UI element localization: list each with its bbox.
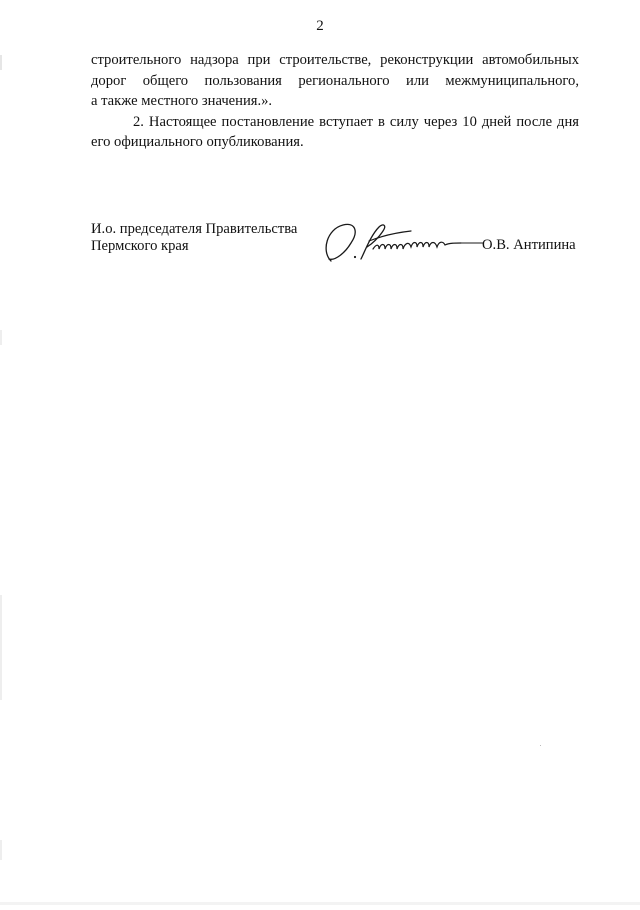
body-line: его официального опубликования. [91, 134, 304, 150]
signatory-title-line: Пермского края [91, 238, 189, 254]
body-line: а также местного значения.». [91, 93, 273, 109]
signatory-title-line: И.о. председателя Правительства [91, 221, 298, 237]
body-line: 2. Настоящее постановление вступает в силу через 10 дней после дня [133, 113, 579, 130]
signature-block [91, 221, 591, 281]
body-line: строительного надзора при строительстве, реконструкции автомобильных [91, 52, 579, 68]
signatory-name: О.В. Антипина [482, 237, 576, 253]
signatory-title [91, 221, 297, 255]
body-line: дорог общего пользования регионального или межмуниципального, [91, 72, 579, 89]
document-body [91, 50, 579, 153]
scan-speck [540, 745, 541, 746]
handwritten-signature [321, 221, 491, 269]
scan-edge-left [0, 0, 2, 905]
page-number: 2 [316, 18, 324, 34]
